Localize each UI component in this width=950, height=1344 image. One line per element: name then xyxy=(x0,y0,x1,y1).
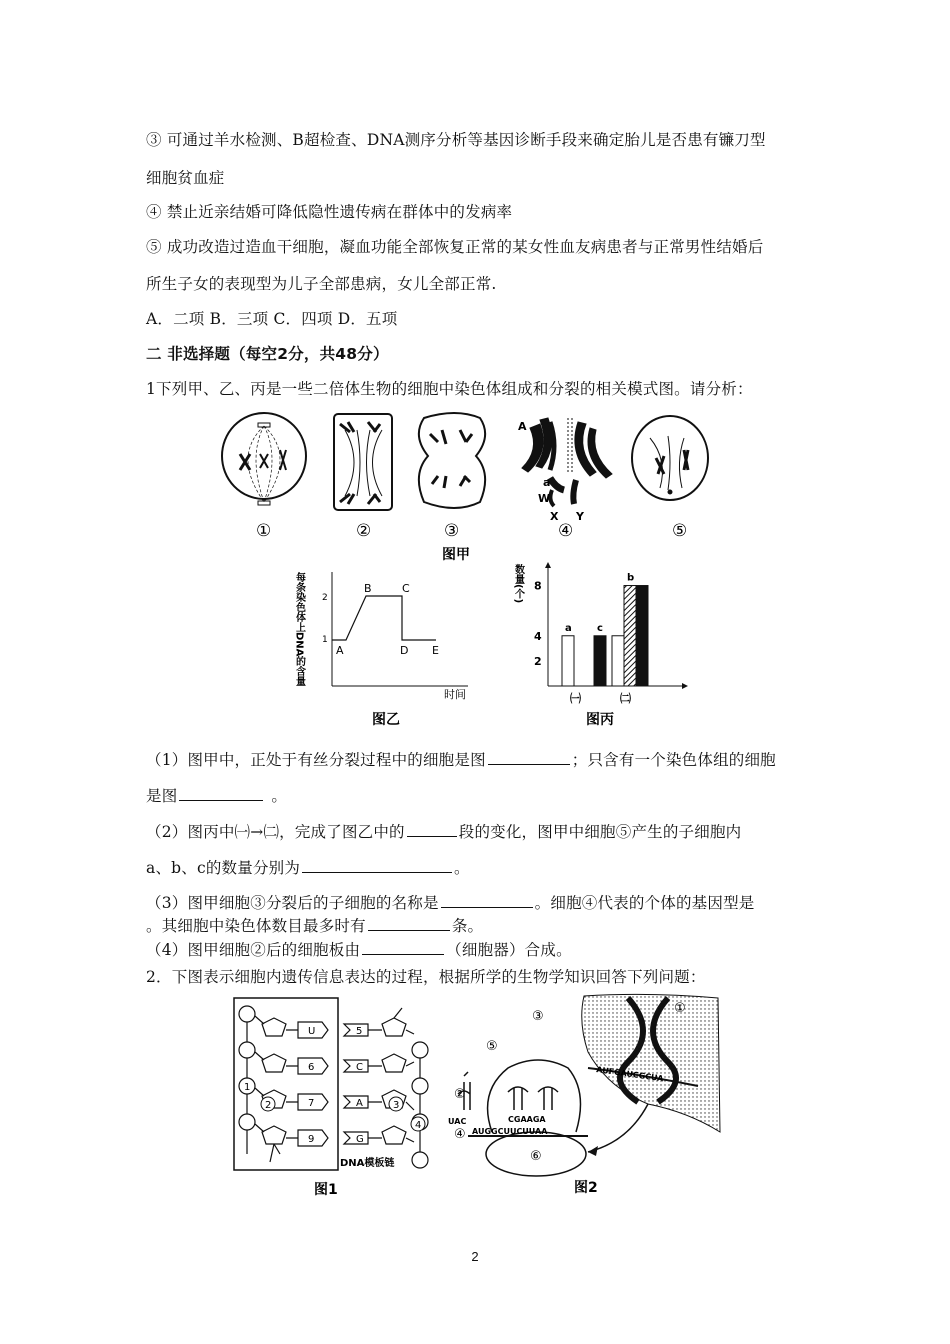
cell-1-label: ① xyxy=(256,521,272,541)
figure-2-arrow xyxy=(588,1104,648,1152)
question-2-intro: 2．下图表示细胞内遗传信息表达的过程，根据所学的生物学知识回答下列问题： xyxy=(146,968,706,986)
figure-yi-point-B: B xyxy=(364,582,372,595)
cell-5-label: ⑤ xyxy=(672,521,688,541)
q1-part3 xyxy=(146,891,754,913)
chart-bar-c-1 xyxy=(594,636,606,686)
chart-ytick-4: 4 xyxy=(534,629,542,643)
q1-blank-3[interactable] xyxy=(407,822,457,837)
figure-yi-point-E: E xyxy=(432,644,439,657)
figure-1-num-1: 1 xyxy=(244,1082,251,1093)
cell-2-label: ② xyxy=(356,521,372,541)
figure-2-num-1: ① xyxy=(674,1001,686,1016)
figure-yi xyxy=(293,562,486,732)
cell-4-letter-X: X xyxy=(550,510,559,523)
figure-yi-caption: 图乙 xyxy=(372,712,400,728)
figure-1-num-4: 4 xyxy=(415,1120,422,1131)
cell-4-label: ④ xyxy=(558,521,574,541)
chart-category-2: ㈡ xyxy=(620,692,631,705)
figure-2-num-3: ③ xyxy=(532,1009,544,1024)
figure-2-num-4: ④ xyxy=(454,1127,466,1142)
q1-part3-text-c: 。其细胞中染色体数目最多时有 xyxy=(146,917,366,935)
option-line-5-cont: 所生子女的表现型为儿子全部患病，女儿全部正常. xyxy=(146,275,497,293)
figure-2-seq-top: AUFGAUCGCUA xyxy=(595,1065,664,1084)
q1-part2-text-a: （2）图丙中㈠→㈡，完成了图乙中的 xyxy=(146,823,405,841)
figure-2-trna xyxy=(458,1072,558,1110)
chart-bar-b-2 xyxy=(624,586,636,686)
cell-4-letter-Y: Y xyxy=(576,510,584,523)
figure-yi-point-C: C xyxy=(402,582,410,595)
cell-4-drawing xyxy=(522,418,612,506)
figure-1-right-base-4: G xyxy=(356,1134,364,1145)
figure-2-caption: 图2 xyxy=(574,1180,598,1196)
q1-part1-text-b: ；只含有一个染色体组的细胞 xyxy=(571,751,776,769)
figure-bing-caption: 图丙 xyxy=(586,712,614,728)
q1-blank-1[interactable] xyxy=(488,750,570,765)
figure-bing-chart xyxy=(512,558,692,732)
figure-1-num-3: 3 xyxy=(393,1100,400,1111)
q1-part2-text-d: 。 xyxy=(454,859,470,877)
cell-4-letter-A: A xyxy=(518,420,527,433)
option-line-4: ④ 禁止近亲结婚可降低隐性遗传病在群体中的发病率 xyxy=(146,203,513,221)
q1-part3-cont xyxy=(146,914,483,936)
figure-1-right-base-1: 5 xyxy=(356,1026,363,1037)
figure-2-num-2: ② xyxy=(454,1087,466,1102)
q1-part3-text-a: （3）图甲细胞③分裂后的子细胞的名称是 xyxy=(146,894,439,912)
chart-series-label-c: c xyxy=(597,622,603,634)
option-line-3-cont: 细胞贫血症 xyxy=(146,169,225,187)
figure-1-template-label: DNA模板链 xyxy=(340,1158,395,1169)
q1-part2-cont xyxy=(146,856,470,878)
figure-yi-xlabel: 时间 xyxy=(444,688,466,701)
q1-blank-2[interactable] xyxy=(179,786,263,801)
cell-4-letter-a: a xyxy=(543,476,551,489)
q1-part1-text-d: 。 xyxy=(271,787,288,805)
section-heading: 二 非选择题（每空2分，共48分） xyxy=(146,345,389,363)
figure-2-num-6: ⑥ xyxy=(530,1149,542,1164)
chart-ytick-2: 2 xyxy=(534,654,542,668)
figure-yi-ylabel: 每条染色体上DNA的含量 xyxy=(293,572,305,687)
figure-yi-curve xyxy=(332,596,436,640)
q1-part2-text-c: a、b、c的数量分别为 xyxy=(146,859,301,877)
q1-part4-text-a: （4）图甲细胞②后的细胞板由 xyxy=(146,941,361,959)
figure-2-num-5: ⑤ xyxy=(486,1039,498,1054)
figure-1 xyxy=(232,994,442,1200)
q1-part3-text-b: 。细胞④代表的个体的基因型是 xyxy=(534,894,755,912)
q1-blank-5[interactable] xyxy=(441,893,533,908)
figure-1-right-base-2: C xyxy=(356,1062,363,1073)
chart-y-arrow xyxy=(545,562,551,568)
page-number: 2 xyxy=(471,1249,479,1264)
q1-part1-cont xyxy=(146,784,287,806)
chart-ylabel: 数量(个) xyxy=(512,564,524,604)
figure-2-anticodon: UAC xyxy=(448,1117,467,1126)
cell-3-drawing xyxy=(419,413,485,508)
figure-2-seq-bottom: AUGGCUUCUUAA xyxy=(472,1127,548,1136)
figure-1-left-base-1: U xyxy=(308,1026,316,1037)
q1-part2 xyxy=(146,820,741,842)
figure-1-num-2: 2 xyxy=(265,1100,272,1111)
answer-choices: A．二项 B．三项 C．四项 D．五项 xyxy=(146,310,398,328)
cell-5-drawing xyxy=(632,416,708,500)
cell-1-drawing xyxy=(222,413,306,505)
cell-2-drawing xyxy=(334,414,392,510)
chart-bar-a-2 xyxy=(612,636,624,686)
q1-part4 xyxy=(146,938,572,960)
figure-2-codon-2: CGAAGA xyxy=(508,1115,546,1124)
q1-part1-text-c: 是图 xyxy=(146,787,178,805)
figure-1-left-base-3: 7 xyxy=(308,1098,315,1109)
q1-part4-text-b: （细胞器）合成。 xyxy=(446,941,572,959)
figure-yi-point-D: D xyxy=(400,644,409,657)
chart-series-label-a: a xyxy=(565,622,572,634)
figure-1-left-base-2: 6 xyxy=(308,1062,315,1073)
chart-x-arrow xyxy=(682,683,688,689)
q1-part3-text-d: 条。 xyxy=(451,917,484,935)
figure-1-right-base-3: A xyxy=(356,1098,363,1109)
figure-yi-ytick-2: 2 xyxy=(322,593,328,603)
q1-part2-text-b: 段的变化，图甲中细胞⑤产生的子细胞内 xyxy=(458,823,742,841)
chart-ytick-8: 8 xyxy=(534,579,542,593)
q1-blank-4[interactable] xyxy=(302,858,452,873)
q1-part1-text-a: （1）图甲中，正处于有丝分裂过程中的细胞是图 xyxy=(146,751,486,769)
q1-blank-7[interactable] xyxy=(362,940,444,955)
figure-jia-caption: 图甲 xyxy=(442,547,470,563)
chart-bar-a-1 xyxy=(562,636,574,686)
figure-2-nucleus xyxy=(582,994,720,1132)
q1-blank-6[interactable] xyxy=(368,916,450,931)
q1-part1 xyxy=(146,748,776,770)
figure-yi-ytick-1: 1 xyxy=(322,635,328,645)
figure-yi-point-A: A xyxy=(336,644,344,657)
figure-2 xyxy=(448,992,728,1202)
option-line-5: ⑤ 成功改造过造血干细胞，凝血功能全部恢复正常的某女性血友病患者与正常男性结婚后 xyxy=(146,238,764,256)
figure-jia xyxy=(220,410,730,565)
chart-category-1: ㈠ xyxy=(570,692,581,705)
question-1-intro: 1下列甲、乙、丙是一些二倍体生物的细胞中染色体组成和分裂的相关模式图。请分析： xyxy=(146,380,753,398)
cell-3-label: ③ xyxy=(444,521,460,541)
chart-bar-c-2 xyxy=(636,586,648,686)
cell-4-letter-W: W xyxy=(538,492,551,505)
option-line-3: ③ 可通过羊水检测、B超检查、DNA测序分析等基因诊断手段来确定胎儿是否患有镰刀型 xyxy=(146,131,766,149)
figure-1-left-base-4: 9 xyxy=(308,1134,315,1145)
figure-1-caption: 图1 xyxy=(314,1182,338,1198)
chart-series-label-b: b xyxy=(627,572,635,584)
